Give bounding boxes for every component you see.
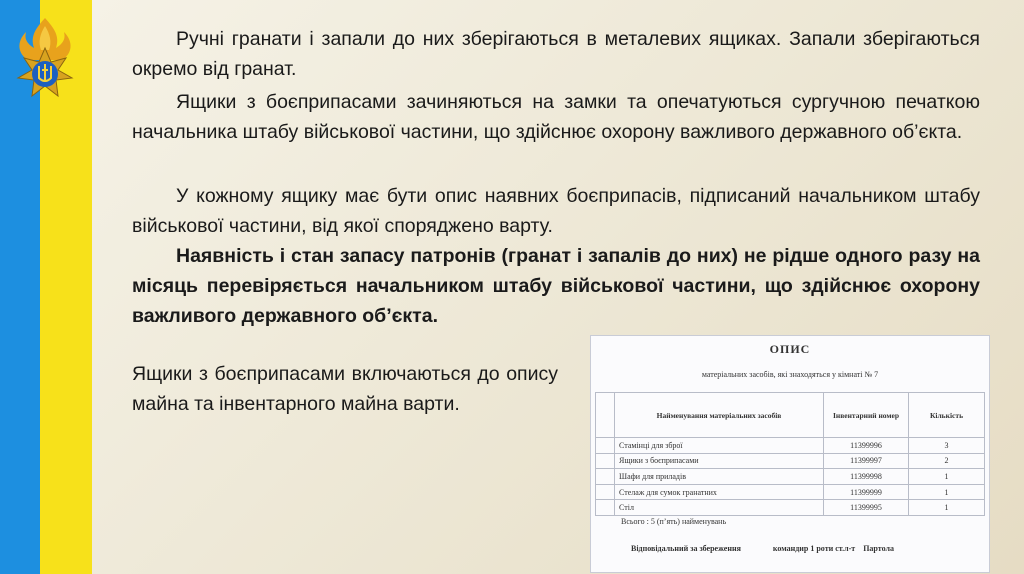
cell-quantity: 1 xyxy=(909,500,985,516)
cell-name: Шафи для приладів xyxy=(615,469,824,485)
header-quantity: Кількість xyxy=(909,393,985,438)
cell-quantity: 1 xyxy=(909,469,985,485)
cell-number: 11399995 xyxy=(824,500,909,516)
document-total: Всього : 5 (п’ять) найменувань xyxy=(621,517,727,526)
table-row xyxy=(596,453,985,469)
cell-quantity: 2 xyxy=(909,453,985,469)
table-row xyxy=(596,469,985,485)
table-row xyxy=(596,484,985,500)
document-subtitle: матеріальних засобів, які знаходяться у кімнаті № 7 xyxy=(701,370,879,379)
cell-quantity: 1 xyxy=(909,484,985,500)
document-title: ОПИС xyxy=(769,342,811,356)
cell-name: Стелаж для сумок гранатних xyxy=(615,484,824,500)
cell-number: 11399997 xyxy=(824,453,909,469)
paragraph-3: У кожному ящику має бути опис наявних боєприпасів, підписаний начальником штабу військової частини, від якої споряджено варту. xyxy=(132,185,980,237)
cell-number: 11399999 xyxy=(824,484,909,500)
cell-name: Ящики з боєприпасами xyxy=(615,453,824,469)
signature-name: Партола xyxy=(863,544,894,553)
header-inventory-number: Інвентарний номер xyxy=(824,393,909,438)
cell-name: Стамінці для зброї xyxy=(615,438,824,454)
document-signature xyxy=(631,544,924,553)
table-header-row xyxy=(596,393,985,438)
paragraph-2: Ящики з боєприпасами зачиняються на замки та опечатуються сургучною печаткою начальника штабу військової частини, що здійснює охорону важливого державного об’єкта. xyxy=(132,91,980,143)
table-row xyxy=(596,438,985,454)
side-text: Ящики з боєприпасами включаються до опису майна та інвентарного майна варти. xyxy=(132,363,558,415)
inventory-table xyxy=(595,392,985,516)
trident-star-emblem-icon xyxy=(6,14,84,110)
paragraph-1: Ручні гранати і запали до них зберігаються в металевих ящиках. Запали зберігаються окремо від гранат. xyxy=(132,28,980,80)
cell-quantity: 3 xyxy=(909,438,985,454)
signature-person: командир 1 роти ст.л-т xyxy=(772,544,856,553)
cell-name: Стіл xyxy=(615,500,824,516)
cell-number: 11399996 xyxy=(824,438,909,454)
header-blank xyxy=(596,393,615,438)
header-name: Найменування матеріальних засобів xyxy=(615,393,824,438)
paragraph-4: Наявність і стан запасу патронів (гранат і запалів до них) не рідше одного разу на місяць перевіряється начальником штабу військової частини, що здійснює охорону важливого державного об’єкта. xyxy=(132,245,980,327)
cell-number: 11399998 xyxy=(824,469,909,485)
table-row xyxy=(596,500,985,516)
inventory-document-image xyxy=(590,335,990,573)
signature-label: Відповідальний за збереження xyxy=(631,544,741,553)
